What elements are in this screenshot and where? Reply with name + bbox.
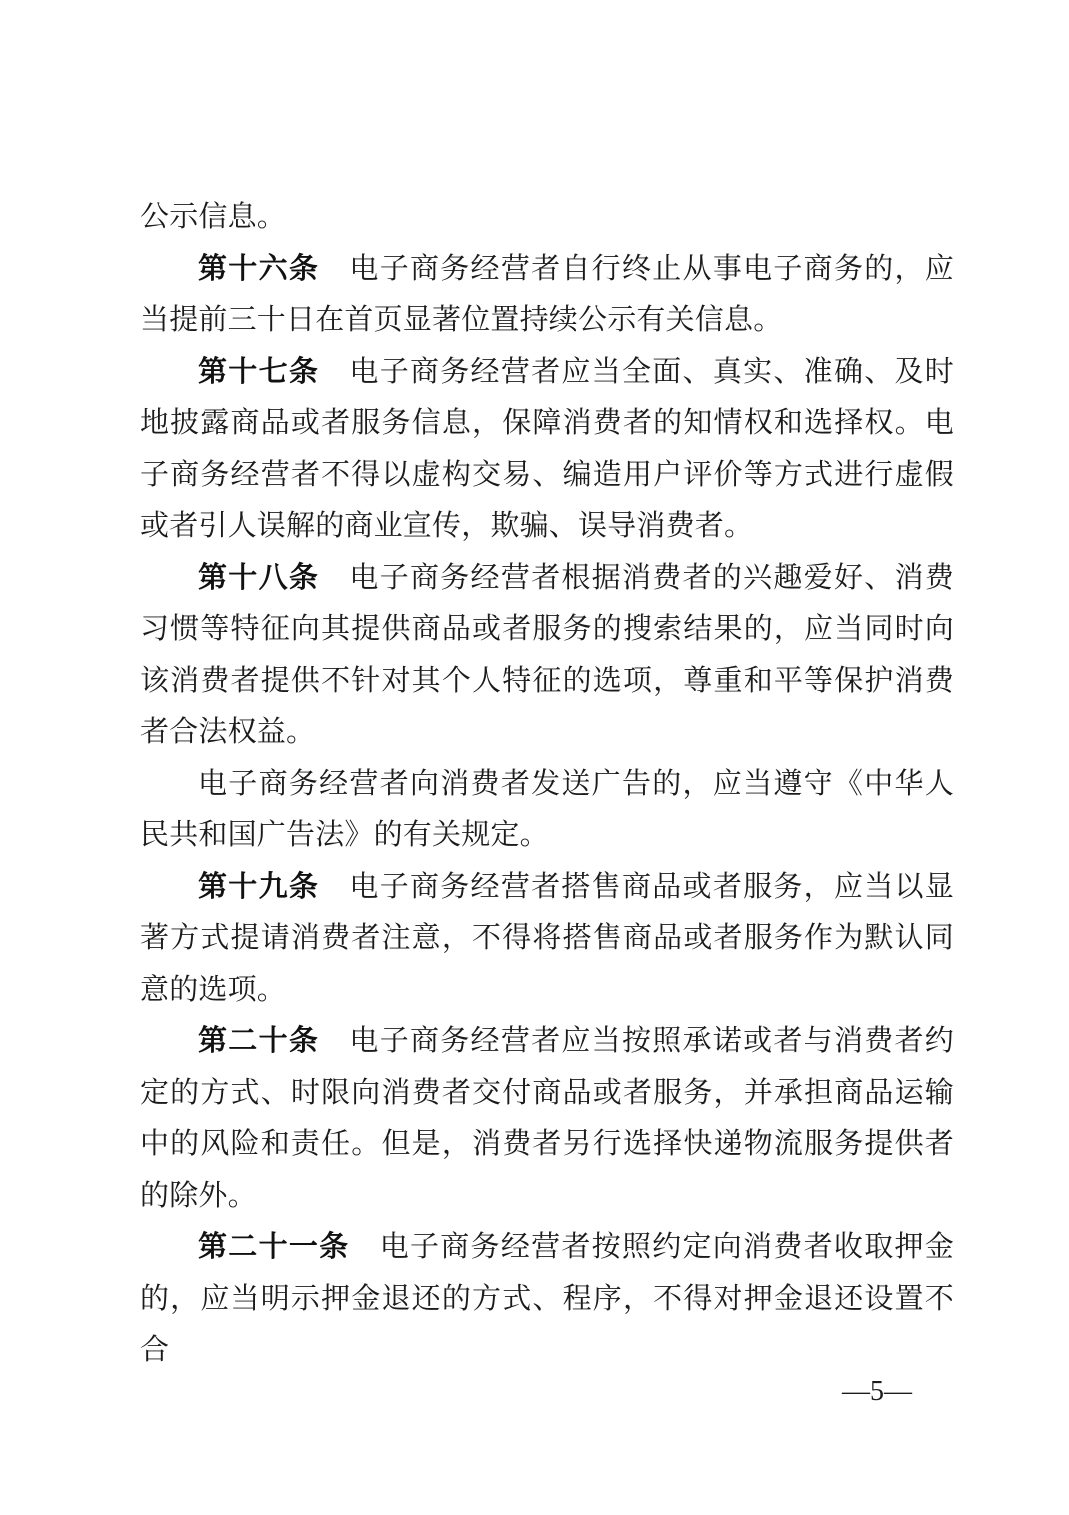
paragraph-text: 电子商务经营者根据消费者的兴趣爱好、消费习惯等特征向其提供商品或者服务的搜索结果的，应当同时向该消费者提供不针对其个人特征的选项，尊重和平等保护消费者合法权益。 bbox=[140, 561, 954, 748]
article-number: 第十八条 bbox=[198, 561, 320, 594]
paragraph-text: 电子商务经营者应当全面、真实、准确、及时地披露商品或者服务信息，保障消费者的知情权和选择权。电子商务经营者不得以虚构交易、编造用户评价等方式进行虚假或者引人误解的商业宣传，欺骗、误导消费者。 bbox=[140, 355, 954, 542]
paragraph bbox=[140, 347, 954, 553]
article-number: 第二十条 bbox=[198, 1025, 320, 1057]
paragraph-text: 公示信息。 bbox=[140, 201, 287, 233]
paragraph bbox=[140, 244, 954, 347]
article-number: 第十七条 bbox=[198, 355, 320, 388]
paragraph-text: 电子商务经营者按照约定向消费者收取押金的，应当明示押金退还的方式、程序，不得对押金退还设置不合 bbox=[140, 1231, 954, 1366]
paragraph-text: 电子商务经营者应当按照承诺或者与消费者约定的方式、时限向消费者交付商品或者服务，并承担商品运输中的风险和责任。但是，消费者另行选择快递物流服务提供者的除外。 bbox=[140, 1025, 954, 1212]
paragraph bbox=[140, 862, 954, 1017]
paragraph bbox=[140, 192, 954, 244]
article-number: 第十六条 bbox=[198, 252, 320, 285]
paragraph-text: 电子商务经营者搭售商品或者服务，应当以显著方式提请消费者注意，不得将搭售商品或者服务作为默认同意的选项。 bbox=[140, 870, 954, 1006]
page-footer bbox=[842, 1372, 912, 1412]
paragraph bbox=[140, 1222, 954, 1377]
article-number: 第二十一条 bbox=[198, 1231, 350, 1263]
document-body bbox=[140, 192, 954, 1377]
article-number: 第十九条 bbox=[198, 870, 320, 903]
paragraph-text: 电子商务经营者向消费者发送广告的，应当遵守《中华人民共和国广告法》的有关规定。 bbox=[140, 767, 954, 851]
paragraph-text: 电子商务经营者自行终止从事电子商务的，应当提前三十日在首页显著位置持续公示有关信息。 bbox=[140, 252, 954, 336]
paragraph bbox=[140, 553, 954, 759]
paragraph bbox=[140, 759, 954, 862]
paragraph bbox=[140, 1016, 954, 1222]
page-number: —5— bbox=[842, 1376, 912, 1407]
